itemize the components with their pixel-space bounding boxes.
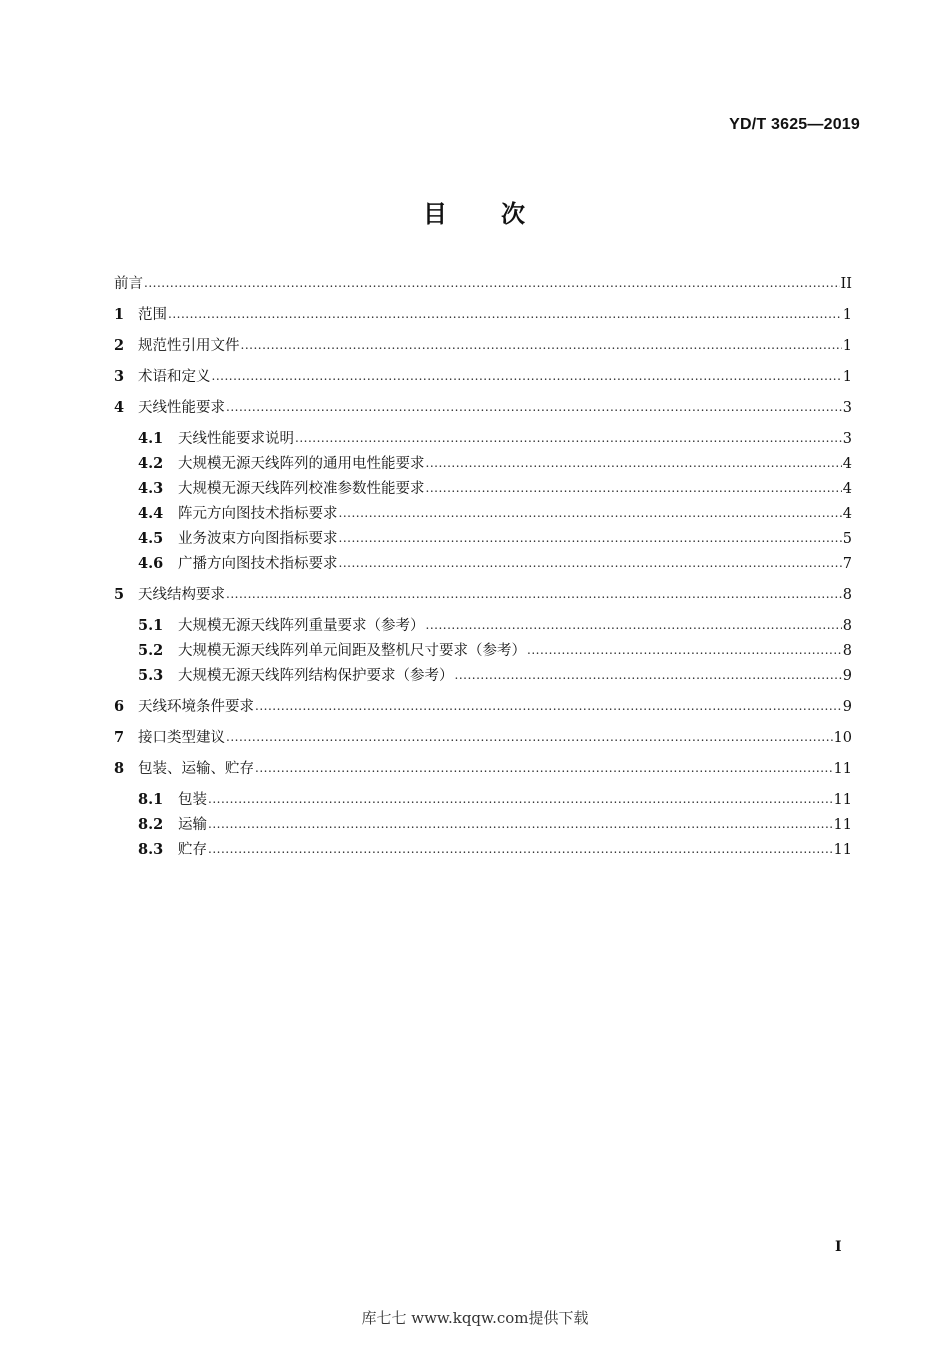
toc-entry[interactable] <box>114 838 852 859</box>
document-code: YD/T 3625—2019 <box>729 116 860 133</box>
toc-entry-page: 10 <box>833 730 852 746</box>
dot-leader <box>208 840 833 855</box>
toc-entry-label: 包装 <box>178 792 207 808</box>
toc-entry-label: 大规模无源天线阵列校准参数性能要求 <box>178 481 425 497</box>
toc-entry-label: 运输 <box>178 817 207 833</box>
toc-entry[interactable] <box>114 452 852 473</box>
toc-entry-number: 1 <box>114 306 125 323</box>
dot-leader <box>426 479 842 494</box>
toc-entry[interactable] <box>114 303 852 324</box>
page-title <box>0 194 950 229</box>
toc-entry-number: 8 <box>114 760 125 777</box>
toc-entry[interactable] <box>114 813 852 834</box>
toc-entry-label: 包装、运输、贮存 <box>138 761 254 777</box>
toc-entry[interactable] <box>114 272 852 293</box>
toc-entry-page: 11 <box>833 761 852 777</box>
toc-entry-page: 1 <box>842 307 852 323</box>
toc-entry-number: 4.3 <box>138 480 164 497</box>
toc-entry-page: 1 <box>842 369 852 385</box>
toc-entry-page: 4 <box>842 481 852 497</box>
toc-entry-number: 5.1 <box>138 617 164 634</box>
toc-entry[interactable] <box>114 427 852 448</box>
toc-entry-number: 8.1 <box>138 791 164 808</box>
toc-entry-page: 9 <box>842 668 852 684</box>
toc-entry-label: 贮存 <box>178 842 207 858</box>
toc-entry-page: 9 <box>842 699 852 715</box>
toc-entry-label: 阵元方向图技术指标要求 <box>178 506 338 522</box>
toc-entry-page: 7 <box>842 556 852 572</box>
dot-leader <box>212 367 842 382</box>
toc-entry-page: 5 <box>842 531 852 547</box>
title-char-2: 次 <box>501 200 527 228</box>
toc-entry[interactable] <box>114 502 852 523</box>
toc-entry-page: 1 <box>842 338 852 354</box>
toc-entry[interactable] <box>114 396 852 417</box>
toc-entry-label: 大规模无源天线阵列的通用电性能要求 <box>178 456 425 472</box>
dot-leader <box>426 454 842 469</box>
toc-entry-label: 大规模无源天线阵列单元间距及整机尺寸要求（参考） <box>178 643 526 659</box>
toc-entry-number: 4.5 <box>138 530 164 547</box>
toc-entry-number: 4.4 <box>138 505 164 522</box>
toc-entry-page: 3 <box>842 431 852 447</box>
toc-entry[interactable] <box>114 527 852 548</box>
toc-entry[interactable] <box>114 639 852 660</box>
toc-entry-page: 4 <box>842 456 852 472</box>
toc-entry-number: 4.1 <box>138 430 164 447</box>
toc-entry-page: 11 <box>833 842 852 858</box>
toc-entry-number: 3 <box>114 368 125 385</box>
toc-entry-number: 2 <box>114 337 125 354</box>
toc-entry-label: 业务波束方向图指标要求 <box>178 531 338 547</box>
dot-leader <box>339 529 842 544</box>
toc-entry[interactable] <box>114 477 852 498</box>
toc-entry-label: 接口类型建议 <box>138 730 225 746</box>
toc-entry-number: 8.3 <box>138 841 164 858</box>
dot-leader <box>339 504 842 519</box>
toc-entry-number: 7 <box>114 729 125 746</box>
toc-entry-number: 6 <box>114 698 125 715</box>
toc-entry-label: 天线环境条件要求 <box>138 699 254 715</box>
toc-entry-page: 8 <box>842 587 852 603</box>
toc-entry[interactable] <box>114 552 852 573</box>
toc-entry-label: 大规模无源天线阵列重量要求（参考） <box>178 618 425 634</box>
toc-entry[interactable] <box>114 788 852 809</box>
dot-leader <box>226 398 842 413</box>
toc-entry-label: 规范性引用文件 <box>138 338 240 354</box>
dot-leader <box>226 585 842 600</box>
toc-entry[interactable] <box>114 334 852 355</box>
toc-entry-label: 广播方向图技术指标要求 <box>178 556 338 572</box>
toc-entry-number: 5.3 <box>138 667 164 684</box>
toc-entry-number: 4.6 <box>138 555 164 572</box>
dot-leader <box>527 641 842 656</box>
toc-entry[interactable] <box>114 695 852 716</box>
dot-leader <box>295 429 842 444</box>
dot-leader <box>208 815 833 830</box>
toc-entry-number: 4 <box>114 399 125 416</box>
toc-entry[interactable] <box>114 726 852 747</box>
toc-entry-label: 天线性能要求 <box>138 400 225 416</box>
toc-entry-page: 11 <box>833 792 852 808</box>
toc-entry-label: 大规模无源天线阵列结构保护要求（参考） <box>178 668 454 684</box>
dot-leader <box>144 274 840 289</box>
dot-leader <box>255 759 833 774</box>
toc-entry-label: 术语和定义 <box>138 369 211 385</box>
toc-entry-label: 天线性能要求说明 <box>178 431 294 447</box>
dot-leader <box>426 616 842 631</box>
toc-entry-page: 8 <box>842 643 852 659</box>
toc-entry[interactable] <box>114 583 852 604</box>
toc-entry[interactable] <box>114 365 852 386</box>
dot-leader <box>339 554 842 569</box>
toc-entry[interactable] <box>114 757 852 778</box>
page-number: I <box>835 1239 842 1255</box>
dot-leader <box>226 728 833 743</box>
title-char-1: 目 <box>423 200 449 228</box>
dot-leader <box>455 666 842 681</box>
toc-entry-number: 4.2 <box>138 455 164 472</box>
toc-entry-page: 4 <box>842 506 852 522</box>
toc-entry[interactable] <box>114 614 852 635</box>
toc-entry-number: 5.2 <box>138 642 164 659</box>
dot-leader <box>241 336 842 351</box>
footer-text: 库七七 www.kqqw.com提供下载 <box>361 1309 589 1327</box>
toc-entry[interactable] <box>114 664 852 685</box>
toc-entry-number: 5 <box>114 586 125 603</box>
dot-leader <box>255 697 842 712</box>
dot-leader <box>208 790 833 805</box>
dot-leader <box>168 305 842 320</box>
toc-entry-page: 3 <box>842 400 852 416</box>
toc-entry-label: 前言 <box>114 276 143 292</box>
toc-entry-page: 8 <box>842 618 852 634</box>
toc-entry-label: 范围 <box>138 307 167 323</box>
toc-entry-page: 11 <box>833 817 852 833</box>
toc-entry-label: 天线结构要求 <box>138 587 225 603</box>
toc-entry-page: II <box>840 276 852 292</box>
toc-entry-number: 8.2 <box>138 816 164 833</box>
